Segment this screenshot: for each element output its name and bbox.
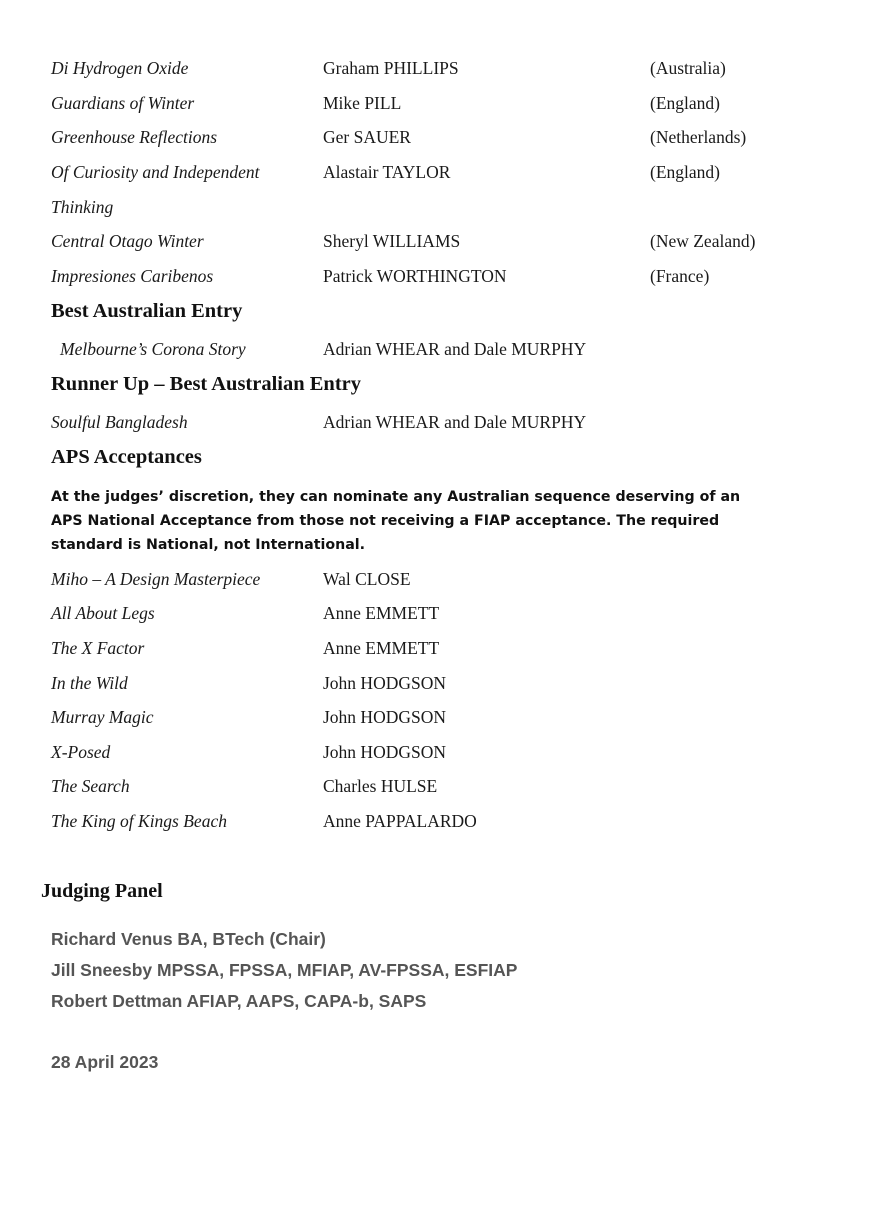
aps-entry-row [0,638,883,668]
entry-author: Adrian WHEAR and Dale MURPHY [323,339,587,359]
judging-panel-heading: Judging Panel [41,880,163,902]
aps-entry-row [0,776,883,806]
entry-author: Wal CLOSE [323,569,411,589]
entry-row [0,127,883,157]
entry-title: Melbourne’s Corona Story [60,339,246,359]
aps-note: At the judges’ discretion, they can nominate any Australian sequence deserving of an APS National Acceptance from those not receiving a FIAP acceptance. The required standard is National, not International. [51,489,741,553]
entry-author: Anne PAPPALARDO [323,811,477,831]
aps-entry-row [0,603,883,633]
entry-author: Patrick WORTHINGTON [323,266,507,286]
judge-name: Jill Sneesby MPSSA, FPSSA, MFIAP, AV-FPSSA, ESFIAP [51,960,518,980]
entry-author: Anne EMMETT [323,638,440,658]
entry-author: John HODGSON [323,742,446,762]
aps-entry-row [0,569,883,599]
entry-author: Anne EMMETT [323,603,440,623]
entry-title: In the Wild [51,673,128,693]
entry-row-continuation [0,197,883,227]
entry-title: Greenhouse Reflections [51,127,218,147]
entry-author: Charles HULSE [323,776,438,796]
entry-author: John HODGSON [323,707,446,727]
entry-country: (Netherlands) [650,127,747,147]
entry-country: (England) [650,162,720,182]
best-australian-row [0,339,883,369]
entry-title: Of Curiosity and Independent [51,162,260,182]
entry-author: Graham PHILLIPS [323,58,459,78]
aps-acceptances-heading: APS Acceptances [51,446,202,468]
entry-author: Adrian WHEAR and Dale MURPHY [323,412,587,432]
entry-title: The Search [51,776,130,796]
entry-title: The King of Kings Beach [51,811,227,831]
entry-title: Di Hydrogen Oxide [51,58,189,78]
judge-name: Richard Venus BA, BTech (Chair) [51,929,326,949]
entry-title: All About Legs [51,603,155,623]
entry-title: The X Factor [51,638,145,658]
entry-row [0,266,883,296]
entry-row [0,93,883,123]
entry-author: Sheryl WILLIAMS [323,231,461,251]
entry-title: Murray Magic [51,707,154,727]
entry-title: Miho – A Design Masterpiece [51,569,261,589]
entry-country: (France) [650,266,710,286]
entry-title: X-Posed [51,742,111,762]
runner-up-heading: Runner Up – Best Australian Entry [51,373,362,395]
entry-title: Central Otago Winter [51,231,204,251]
aps-entry-row [0,811,883,841]
aps-entry-row [0,742,883,772]
aps-entry-row [0,707,883,737]
entry-title: Soulful Bangladesh [51,412,188,432]
judge-name: Robert Dettman AFIAP, AAPS, CAPA-b, SAPS [51,991,427,1011]
entry-row [0,162,883,192]
entry-title: Guardians of Winter [51,93,195,113]
aps-entry-row [0,673,883,703]
entry-author: Mike PILL [323,93,402,113]
entry-author: Alastair TAYLOR [323,162,451,182]
runner-up-row [0,412,883,442]
document-date: 28 April 2023 [51,1052,159,1072]
entry-country: (Australia) [650,58,726,78]
entry-row [0,58,883,88]
entry-title-continuation: Thinking [51,197,114,217]
entry-country: (New Zealand) [650,231,756,251]
entry-title: Impresiones Caribenos [51,266,214,286]
best-australian-heading: Best Australian Entry [51,300,243,322]
entry-author: Ger SAUER [323,127,411,147]
entry-country: (England) [650,93,720,113]
entry-author: John HODGSON [323,673,446,693]
entry-row [0,231,883,261]
